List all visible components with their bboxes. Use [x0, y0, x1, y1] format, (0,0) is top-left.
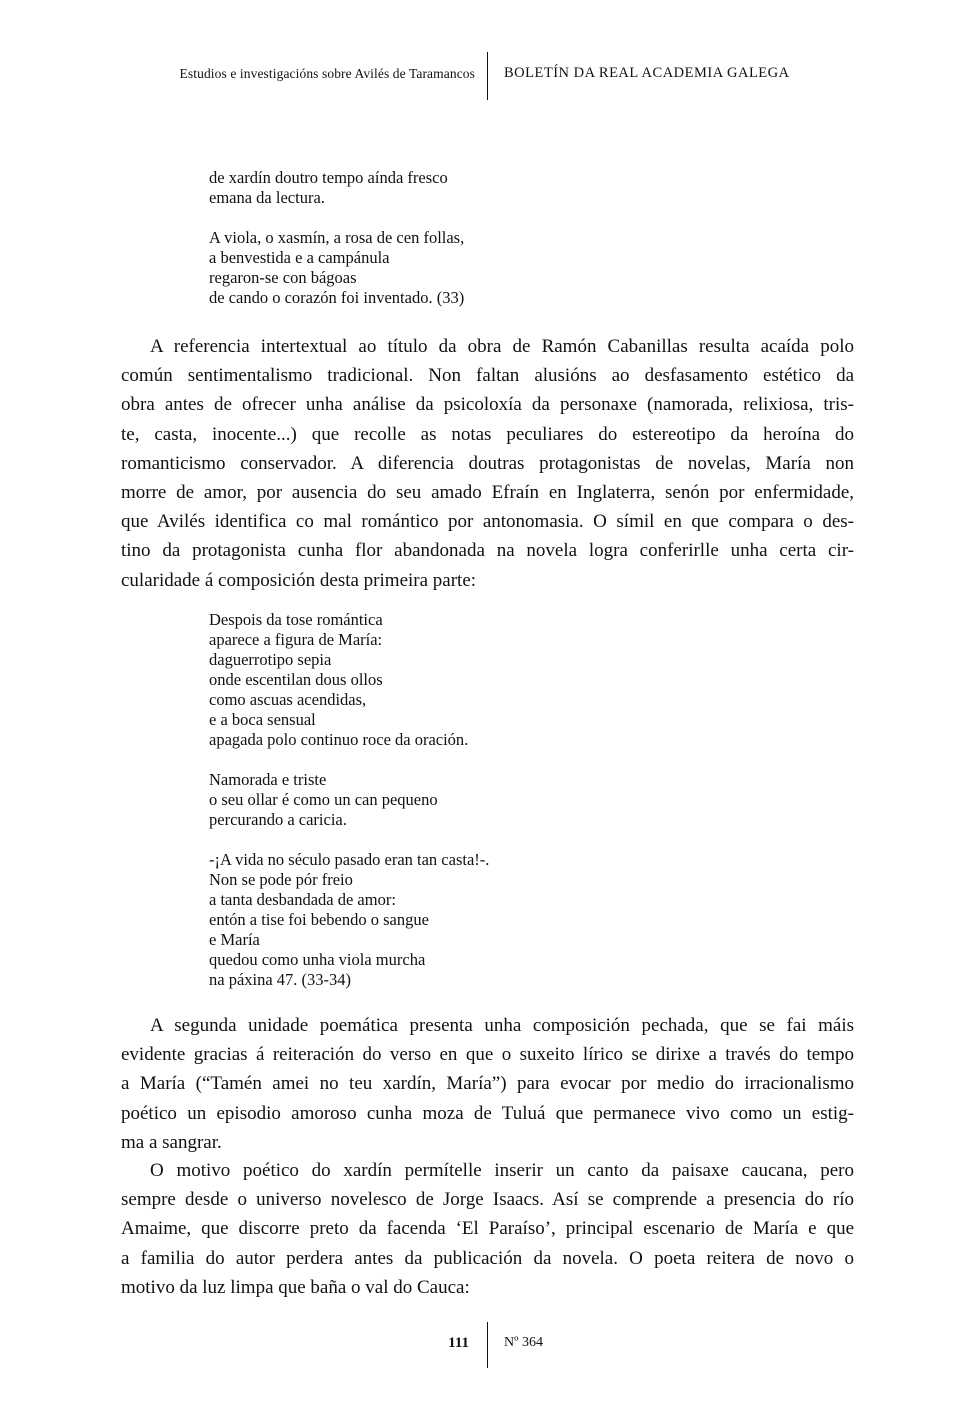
text-line: Amaime, que discorre preto da facenda ‘El Paraíso’, principal escenario de María e que [121, 1218, 854, 1240]
verse-line: apagada polo continuo roce da oración. [209, 730, 469, 749]
text-line: común sentimentalismo tradicional. Non faltan alusións ao desfasamento estético da [121, 365, 854, 387]
text-line: evidente gracias á reiteración do verso en que o suxeito lírico se dirixe a través do tempo [121, 1044, 854, 1066]
verse-line: a tanta desbandada de amor: [209, 890, 396, 909]
issue-number: Nº 364 [504, 1335, 543, 1350]
header-section-title: Estudios e investigacións sobre Avilés de Taramancos [179, 66, 475, 81]
verse-line: aparece a figura de María: [209, 630, 383, 649]
verse-line: entón a tise foi bebendo o sangue [209, 910, 429, 929]
page-footer [0, 1322, 975, 1368]
verse-line: e María [209, 930, 260, 949]
text-line: A segunda unidade poemática presenta unha composición pechada, que se fai máis [150, 1015, 854, 1036]
verse-line: de cando o corazón foi inventado. (33) [209, 288, 465, 307]
text-line: O motivo poético do xardín permítelle inserir un canto da paisaxe caucana, pero [150, 1160, 854, 1181]
verse-line: -¡A vida no século pasado eran tan casta!-. [209, 850, 490, 869]
text-line: poético un episodio amoroso cunha moza de Tuluá que permanece vivo como un estig- [121, 1102, 854, 1124]
text-line: sempre desde o universo novelesco de Jorge Isaacs. Así se comprende a presencia do río [121, 1189, 854, 1211]
stanza-break [209, 830, 489, 850]
text-line: tino da protagonista cunha flor abandonada na novela logra conferirlle unha certa cir- [121, 540, 854, 562]
verse-line: Namorada e triste [209, 770, 327, 789]
verse-line: daguerrotipo sepia [209, 650, 332, 669]
verse-line: A viola, o xasmín, a rosa de cen follas, [209, 228, 465, 247]
header-journal-title: BOLETÍN DA REAL ACADEMIA GALEGA [504, 65, 790, 81]
text-line: te, casta, inocente...) que recolle as notas peculiares do estereotipo da heroína do [121, 423, 854, 445]
text-line: romanticismo conservador. A diferencia doutras protagonistas de novelas, María non [121, 452, 854, 474]
text-line: ma a sangrar. [121, 1131, 222, 1153]
verse-line: emana da lectura. [209, 188, 325, 207]
stanza-break [209, 208, 464, 228]
verse-line: a benvestida e a campánula [209, 248, 390, 267]
verse-line: quedou como unha viola murcha [209, 950, 426, 969]
footer-divider [487, 1322, 488, 1368]
body-paragraph-1 [121, 332, 854, 595]
verse-quote-1 [209, 168, 464, 308]
verse-line: regaron-se con bágoas [209, 268, 357, 287]
text-line: a María (“Tamén amei no teu xardín, María”) para evocar por medio do irracionalismo [121, 1073, 854, 1095]
verse-line: Despois da tose romántica [209, 610, 383, 629]
verse-line: onde escentilan dous ollos [209, 670, 383, 689]
verse-line: o seu ollar é como un can pequeno [209, 790, 438, 809]
text-line: que Avilés identifica co mal romántico por antonomasia. O símil en que compara o des- [121, 511, 854, 533]
verse-line: e a boca sensual [209, 710, 316, 729]
verse-line: de xardín doutro tempo aínda fresco [209, 168, 448, 187]
body-paragraph-3 [121, 1156, 854, 1302]
page-number: 111 [448, 1335, 469, 1351]
verse-line: Non se pode pór freio [209, 870, 353, 889]
verse-line: como ascuas acendidas, [209, 690, 367, 709]
body-paragraph-2 [121, 1011, 854, 1157]
text-line: morre de amor, por ausencia do seu amado Efraín en Inglaterra, senón por enfermidade, [121, 482, 854, 504]
text-line: motivo da luz limpa que baña o val do Cauca: [121, 1276, 470, 1298]
text-line: a familia do autor perdera antes da publicación da novela. O poeta reitera de novo o [121, 1247, 854, 1269]
verse-line: percurando a caricia. [209, 810, 347, 829]
text-line: cularidade á composición desta primeira parte: [121, 569, 477, 591]
verse-line: na páxina 47. (33-34) [209, 970, 352, 989]
stanza-break [209, 750, 489, 770]
verse-quote-2 [209, 610, 489, 990]
running-header [0, 52, 975, 100]
text-line: obra antes de ofrecer unha análise da psicoloxía da personaxe (namorada, relixiosa, tris- [121, 394, 854, 416]
header-divider [487, 52, 488, 100]
text-line: A referencia intertextual ao título da obra de Ramón Cabanillas resulta acaída polo [150, 336, 854, 357]
